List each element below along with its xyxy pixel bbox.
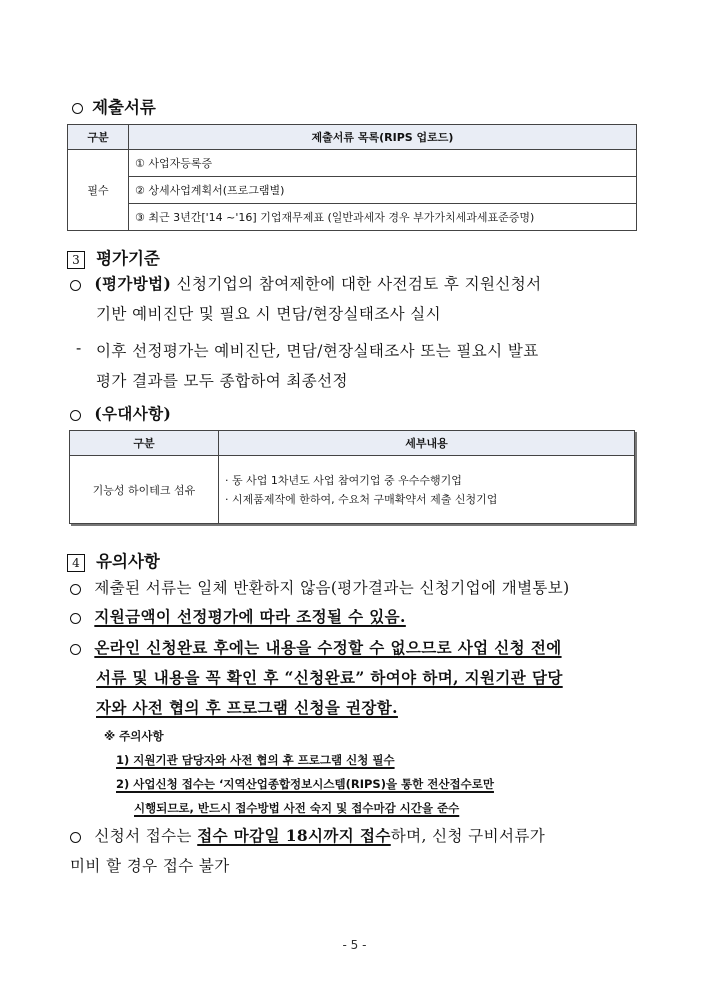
notice-item3 xyxy=(70,636,562,658)
submit-documents-table xyxy=(67,124,637,231)
circle-bullet-icon xyxy=(70,644,81,655)
table1-row: ③ 최근 3년간['14 ~'16] 기업재무제표 (일반과세자 경우 부가가치세과세표준증명) xyxy=(129,204,637,231)
preference-label: (우대사항) xyxy=(94,404,172,423)
circle-bullet-icon xyxy=(70,832,81,843)
notice-item4-deadline: 접수 마감일 18시까지 접수 xyxy=(197,826,391,845)
caution-item2-line1: 2) 사업신청 접수는 ‘지역산업종합정보시스템(RIPS)을 통한 전산접수로만 xyxy=(116,777,494,791)
circle-bullet-icon xyxy=(70,613,81,624)
section4-number: 4 xyxy=(67,554,85,572)
caution-title: ※ 주의사항 xyxy=(104,729,164,743)
notice-item4-line2: 미비 할 경우 접수 불가 xyxy=(70,857,230,875)
caution-item2-line2: 시행되므로, 반드시 접수방법 사전 숙지 및 접수마감 시간을 준수 xyxy=(134,801,460,815)
preference-table xyxy=(69,430,635,524)
notice-item3-line3: 자와 사전 협의 후 프로그램 신청을 권장함. xyxy=(96,698,398,717)
notice-item1 xyxy=(70,576,570,598)
section-submit-title: 제출서류 xyxy=(92,98,156,117)
section4-title: 유의사항 xyxy=(96,552,160,571)
table2-header-detail: 세부내용 xyxy=(219,431,635,456)
table2-item: · 시제품제작에 한하여, 수요처 구매확약서 제출 신청기업 xyxy=(225,492,498,506)
section-submit-heading xyxy=(72,94,156,118)
notice-item3-line1: 온라인 신청완료 후에는 내용을 수정할 수 없으므로 사업 신청 전에 xyxy=(94,638,562,657)
table1-row: ① 사업자등록증 xyxy=(129,150,637,177)
section3-number: 3 xyxy=(67,251,85,269)
circle-bullet-icon xyxy=(70,584,81,595)
table1-header-list: 제출서류 목록(RIPS 업로드) xyxy=(129,125,637,150)
section3-heading xyxy=(67,245,160,269)
notice-item1-text: 제출된 서류는 일체 반환하지 않음(평가결과는 신청기업에 개별통보) xyxy=(94,579,570,597)
selection-line2: 평가 결과를 모두 종합하여 최종선정 xyxy=(96,372,348,390)
section3-paragraph1 xyxy=(70,272,541,294)
section4-heading xyxy=(67,548,160,572)
section3-dash: - xyxy=(76,339,82,357)
notice-item4-a: 신청서 접수는 xyxy=(94,827,198,845)
table1-row: ② 상세사업계획서(프로그램별) xyxy=(129,177,637,204)
table1-header-category: 구분 xyxy=(68,125,129,150)
table2-header-category: 구분 xyxy=(70,431,219,456)
evaluation-method-label: (평가방법) xyxy=(94,274,172,293)
notice-item4 xyxy=(70,824,545,846)
table2-item: · 동 사업 1차년도 사업 참여기업 중 우수수행기업 xyxy=(225,473,462,487)
notice-item2 xyxy=(70,605,406,627)
circle-bullet-icon xyxy=(72,103,83,114)
circle-bullet-icon xyxy=(70,280,81,291)
circle-bullet-icon xyxy=(70,410,81,421)
table1-group: 필수 xyxy=(68,150,129,231)
page-number: - 5 - xyxy=(342,938,367,952)
notice-item2-text: 지원금액이 선정평가에 따라 조정될 수 있음. xyxy=(94,607,406,626)
notice-item3-line2: 서류 및 내용을 꼭 확인 후 “신청완료” 하여야 하며, 지원기관 담당 xyxy=(96,668,563,687)
preference-heading xyxy=(70,402,171,424)
evaluation-method-line1: 신청기업의 참여제한에 대한 사전검토 후 지원신청서 xyxy=(171,275,542,293)
selection-line1: 이후 선정평가는 예비진단, 면담/현장실태조사 또는 필요시 발표 xyxy=(96,342,539,360)
section3-title: 평가기준 xyxy=(96,249,160,268)
notice-item4-c: 하며, 신청 구비서류가 xyxy=(390,827,546,845)
table2-category: 기능성 하이테크 섬유 xyxy=(70,456,219,524)
evaluation-method-line2: 기반 예비진단 및 필요 시 면담/현장실태조사 실시 xyxy=(96,305,442,323)
caution-item1: 1) 지원기관 담당자와 사전 협의 후 프로그램 신청 필수 xyxy=(116,753,395,767)
